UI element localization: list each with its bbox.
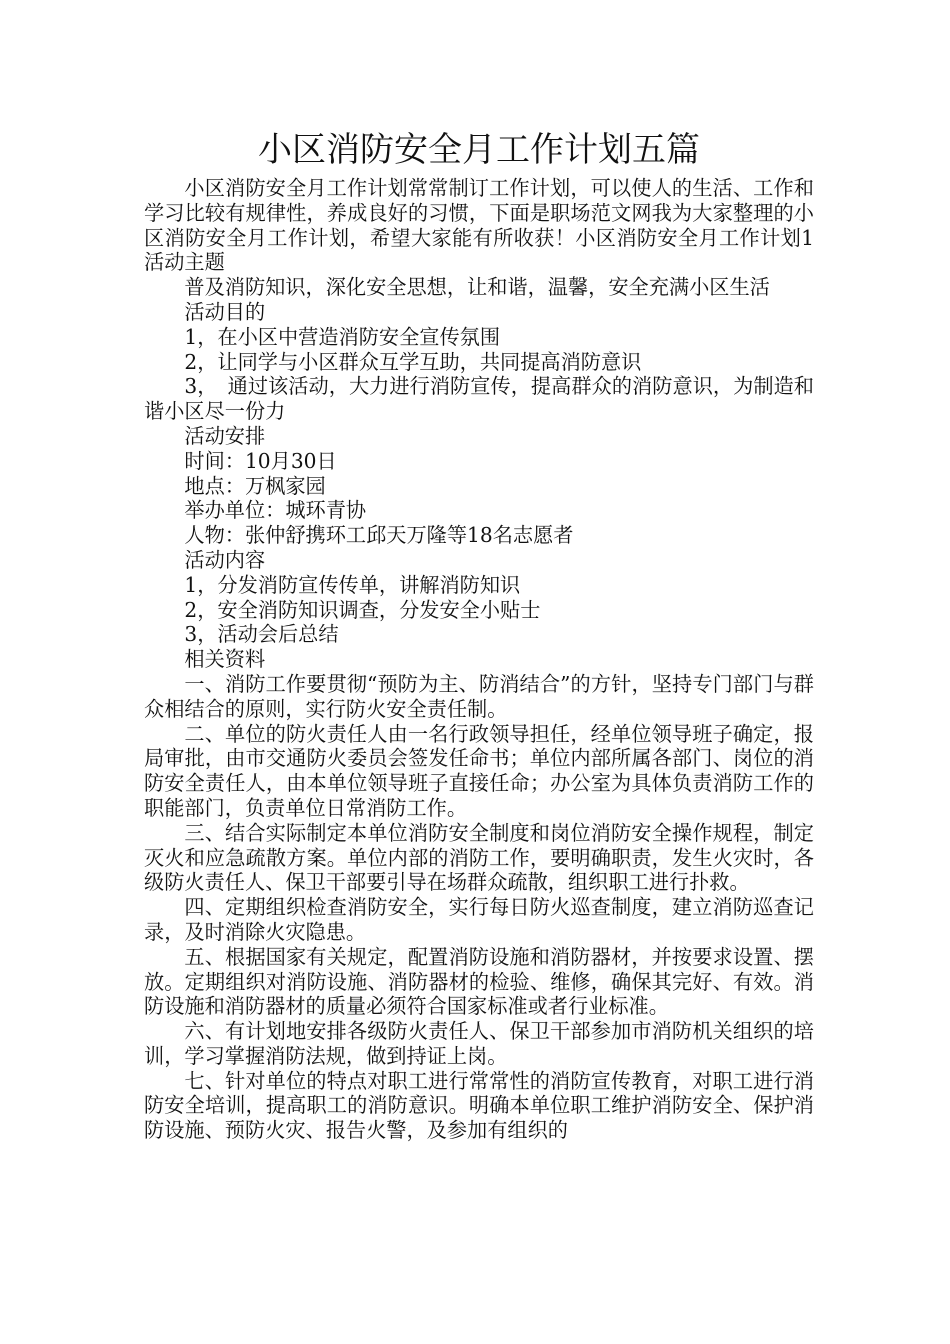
arrangement-time: 时间：10月30日 (184, 448, 337, 473)
heading-arrangement: 活动安排 (184, 423, 266, 448)
regulation-6: 六、有计划地安排各级防火责任人、保卫干部参加市消防机关组织的培训，学习掌握消防法规，做到持证上岗。 (144, 1019, 814, 1068)
heading-content: 活动内容 (184, 547, 266, 572)
regulation-2: 二、单位的防火责任人由一名行政领导担任，经单位领导班子确定，报局审批，由市交通防火委员会签发任命书；单位内部所属各部门、岗位的消防安全责任人，由本单位领导班子直接任命；办公室为具体负责消防工作的职能部门，负责单位日常消防工作。 (144, 721, 814, 820)
document-body (144, 176, 814, 1143)
arrangement-organizer: 举办单位：城环青协 (184, 498, 367, 523)
heading-materials: 相关资料 (184, 647, 266, 672)
regulation-7: 七、针对单位的特点对职工进行常常性的消防宣传教育，对职工进行消防安全培训，提高职工的消防意识。明确本单位职工维护消防安全、保护消防设施、预防火灾、报告火警，及参加有组织的 (144, 1068, 814, 1143)
purpose-item-2: 2，让同学与小区群众互学互助，共同提高消防意识 (184, 349, 642, 374)
document-title: 小区消防安全月工作计划五篇 (258, 130, 700, 170)
content-item-2: 2，安全消防知识调查，分发安全小贴士 (184, 597, 541, 622)
purpose-item-3: 3， 通过该活动，大力进行消防宣传，提高群众的消防意识，为制造和谐小区尽一份力 (144, 374, 814, 424)
purpose-item-1: 1，在小区中营造消防安全宣传氛围 (184, 324, 501, 349)
paragraph-theme: 普及消防知识，深化安全思想，让和谐，温馨，安全充满小区生活 (184, 275, 770, 300)
content-item-1: 1，分发消防宣传传单，讲解消防知识 (184, 572, 521, 597)
content-item-3: 3，活动会后总结 (184, 622, 339, 647)
paragraph-intro: 小区消防安全月工作计划常常制订工作计划，可以使人的生活、工作和学习比较有规律性，养成良好的习惯，下面是职场范文网我为大家整理的小区消防安全月工作计划，希望大家能有所收获！小区消防安全月工作计划1活动主题 (144, 176, 814, 275)
regulation-3: 三、结合实际制定本单位消防安全制度和岗位消防安全操作规程，制定灭火和应急疏散方案。单位内部的消防工作，要明确职责，发生火灾时，各级防火责任人、保卫干部要引导在场群众疏散，组织职工进行扑救。 (144, 820, 814, 895)
regulation-1: 一、消防工作要贯彻“预防为主、防消结合”的方针，坚持专门部门与群众相结合的原则，实行防火安全责任制。 (144, 671, 814, 721)
arrangement-place: 地点：万枫家园 (184, 473, 326, 498)
document-page (144, 124, 814, 1143)
heading-purpose: 活动目的 (184, 299, 266, 324)
regulation-4: 四、定期组织检查消防安全，实行每日防火巡查制度，建立消防巡查记录，及时消除火灾隐患。 (144, 895, 814, 944)
regulation-5: 五、根据国家有关规定，配置消防设施和消防器材，并按要求设置、摆放。定期组织对消防设施、消防器材的检验、维修，确保其完好、有效。消防设施和消防器材的质量必须符合国家标准或者行业标准。 (144, 944, 814, 1019)
arrangement-people: 人物：张仲舒携环工邱天万隆等18名志愿者 (184, 523, 574, 548)
